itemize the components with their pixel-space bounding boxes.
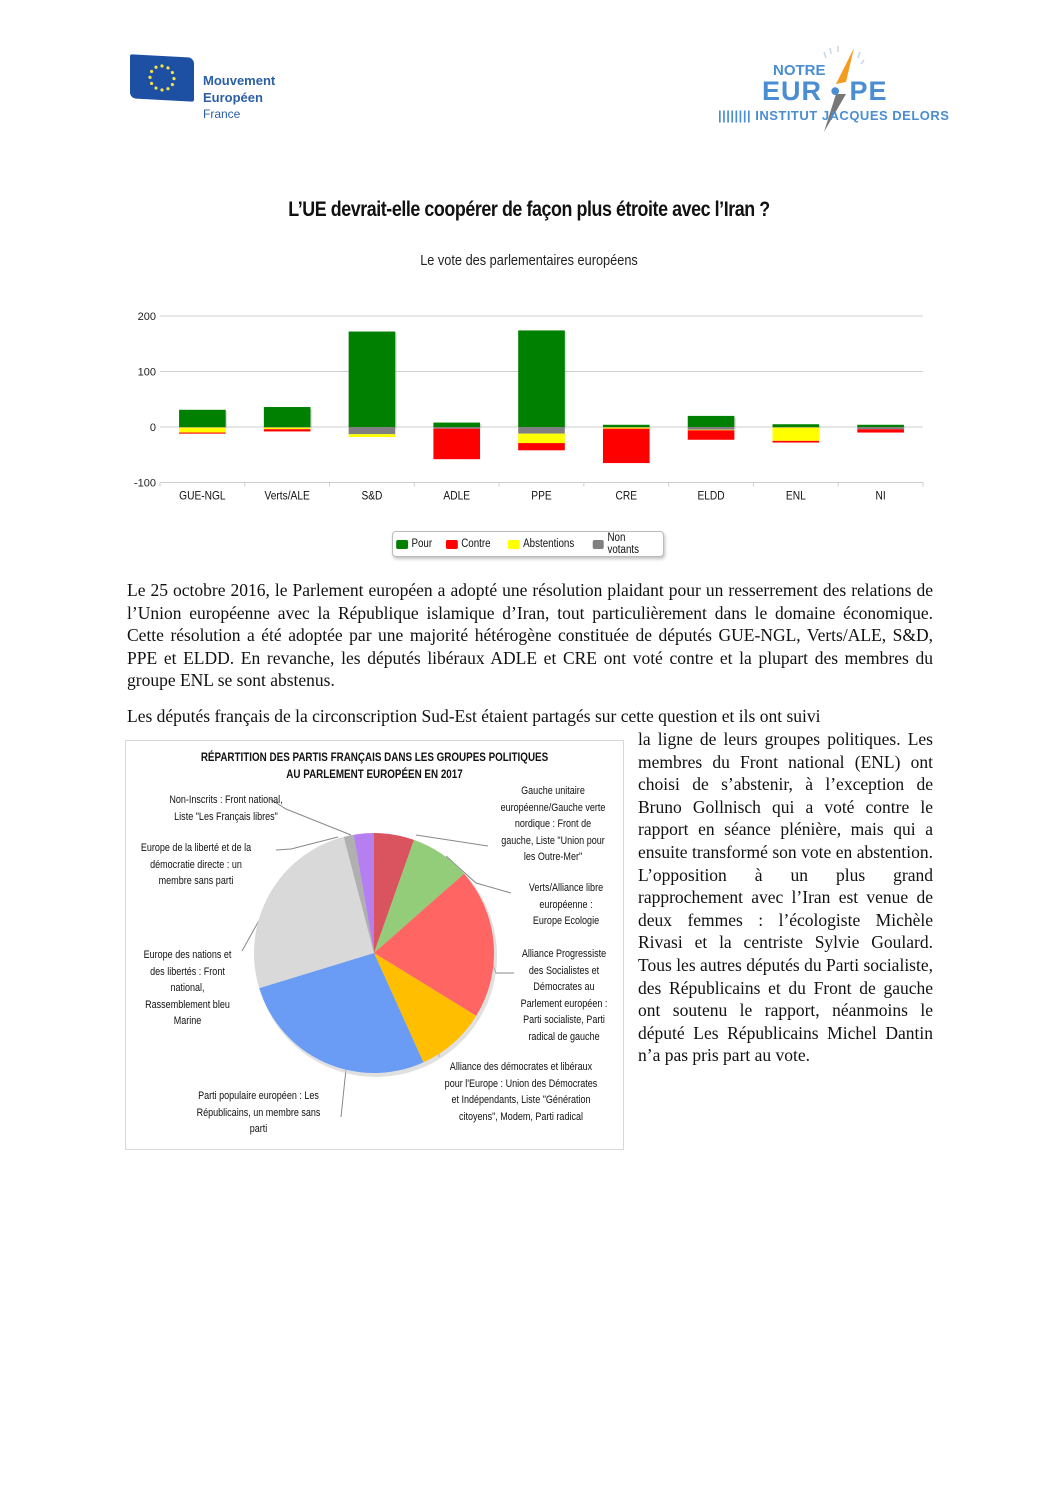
bar-ni (857, 425, 905, 433)
eu-flag-icon (130, 54, 194, 101)
legend-item-contre (446, 538, 491, 550)
page-title: L’UE devrait-elle coopérer de façon plus étroite avec l’Iran ? (288, 198, 770, 221)
bar-adle (433, 423, 481, 460)
pie-label-ni: Non-Inscrits : Front national, Liste "Les Français libres" (169, 794, 283, 823)
logo-europe: EUR • PE (762, 76, 888, 106)
logo-institut: |||||||| INSTITUT JACQUES DELORS (718, 108, 950, 123)
bar-cre (603, 425, 651, 463)
chart-legend (392, 531, 664, 557)
y-tick-label: 0 (149, 422, 156, 434)
bar-guengl (179, 410, 227, 434)
x-category-label: S&D (361, 489, 383, 503)
legend-label: Contre (461, 538, 491, 550)
y-tick-label: 200 (137, 311, 156, 323)
y-tick-label: 100 (137, 366, 156, 379)
legend-swatch-green (396, 540, 408, 549)
bar-ppe (518, 330, 566, 450)
bar-enl (773, 424, 821, 442)
logo-line-2: Européen (203, 90, 263, 105)
x-category-label: ELDD (697, 489, 725, 503)
logo-line-1: Mouvement (203, 73, 276, 88)
pie-title-line-2: AU PARLEMENT EUROPÉEN EN 2017 (286, 767, 463, 781)
pie-label-verts: Verts/Alliance libre européenne : Europe Ecologie (528, 882, 604, 927)
leader-line (416, 835, 488, 846)
pie-label-gue: Gauche unitaire européenne/Gauche verte nordique : Front de gauche, Liste "Union pour les Outre-Mer" (500, 785, 606, 863)
pie-chart-title (171, 749, 579, 783)
legend-item-abstentions (508, 538, 574, 550)
pie-title-line-1: RÉPARTITION DES PARTIS FRANÇAIS DANS LES GROUPES POLITIQUES (200, 750, 549, 764)
pie-label-ppe: Parti populaire européen : Les Républicains, un membre sans parti (196, 1090, 321, 1135)
logo-line-3: France (203, 107, 241, 121)
pie-label-enl: Europe des nations et des libertés : Front national, Rassemblement bleu Marine (143, 949, 232, 1027)
y-tick-label: -100 (133, 477, 156, 490)
legend-label: Abstentions (522, 538, 575, 550)
leader-line (341, 1069, 346, 1117)
x-category-label: CRE (615, 489, 638, 503)
pie-chart-panel (125, 740, 624, 1150)
vote-bar-chart (128, 300, 928, 510)
legend-item-pour (396, 538, 432, 550)
pie-label-efdd: Europe de la liberté et de la démocratie directe : un membre sans parti (140, 842, 252, 887)
pie-label-alde: Alliance des démocrates et libéraux pour l'Europe : Union des Démocrates et Indépendants, Liste "Génération citoyens", Modem, Parti radical (444, 1061, 598, 1123)
bar-vertsale (264, 407, 312, 431)
legend-swatch-red (446, 540, 458, 549)
legend-label: Pour (411, 538, 433, 550)
bar-sd (349, 332, 397, 437)
x-category-label: PPE (531, 489, 552, 503)
legend-swatch-yellow (508, 540, 520, 549)
paragraph-sud-est-start: Les députés français de la circonscription Sud-Est étaient partagés sur cette question et ils ont suivi (127, 706, 821, 726)
x-category-label: GUE-NGL (179, 489, 226, 503)
x-category-label: ADLE (443, 489, 471, 503)
paragraph-intro: Le 25 octobre 2016, le Parlement européen a adopté une résolution plaidant pour un resserrement des relations de l’Union européenne avec la République islamique d’Iran, tout particulièrement dans le domaine économique. Cette résolution a été adoptée par une majorité hétérogène constituée de députés GUE-NGL, Verts/ALE, S&D, PPE et ELDD. En revanche, les députés libéraux ADLE et CRE ont voté contre et la plupart des membres du groupe ENL se sont abstenus. (127, 580, 933, 691)
chart-subtitle: Le vote des parlementaires européens (420, 252, 638, 269)
legend-swatch-gray (593, 540, 604, 549)
notre-europe-logo (718, 44, 950, 134)
bar-eldd (688, 416, 736, 440)
paragraph-sud-est-continued: la ligne de leurs groupes politiques. Les membres du Front national (ENL) ont choisi de s’abstenir, à l’exception de Bruno Gollnisch qui a voté contre le rapport en séance plénière, mais qui a ensuite transformé son vote en abstention. L’opposition à un plus grand rapprochement avec l’Iran est venue de deux femmes : l’écologiste Michèle Rivasi et la centriste Sylvie Goulard. Tous les autres députés du Parti socialiste, des Républicains et du Front de gauche ont soutenu le rapport, néanmoins le député Les Républicains Michel Dantin n’a pas pris part au vote. (638, 729, 933, 1066)
logo-notre: NOTRE (773, 62, 826, 79)
legend-label: Non votants (607, 532, 639, 556)
x-category-label: NI (875, 489, 886, 503)
pie-label-sd: Alliance Progressiste des Socialistes et Démocrates au Parlement européen : Parti socialiste, Parti radical de gauche (520, 948, 608, 1043)
x-category-label: Verts/ALE (264, 489, 310, 503)
legend-item-non-votants (593, 532, 658, 556)
x-category-label: ENL (785, 489, 806, 503)
mouvement-europeen-logo (130, 52, 310, 127)
